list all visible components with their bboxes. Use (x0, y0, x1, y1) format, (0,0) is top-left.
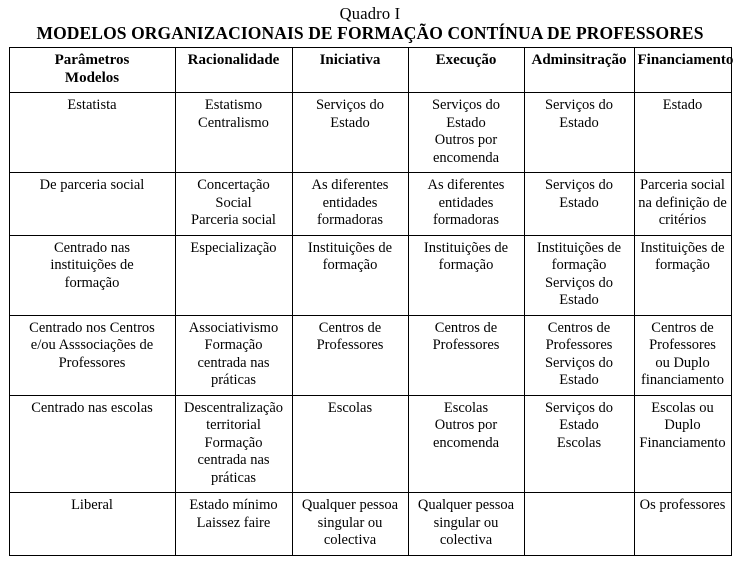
table-row (9, 493, 731, 556)
table-cell (524, 235, 634, 315)
cell-line: formação (551, 257, 607, 273)
table-cell (634, 315, 731, 395)
cell-line: Instituições de (536, 239, 622, 256)
cell-line: Estado (559, 114, 599, 131)
header-racionalidade: Racionalidade (175, 48, 292, 93)
cell-line: encomenda (432, 434, 500, 451)
table-cell (292, 315, 408, 395)
cell-line: Duplo (664, 417, 701, 433)
cell-line: Parceria social (640, 177, 725, 193)
cell-line: Escolas (556, 434, 602, 451)
cell-line: Qualquer pessoa (301, 497, 399, 513)
cell-line: Estatismo (204, 97, 263, 113)
cell-line: Centros de (318, 319, 382, 336)
cell-line: Professores (432, 337, 500, 353)
cell-line: Social (215, 194, 252, 211)
table-row (9, 235, 731, 315)
cell-line: Laissez faire (196, 514, 271, 531)
cell-line: singular ou (433, 514, 499, 531)
row-header-line: instituições de (50, 257, 134, 273)
table-cell (292, 93, 408, 173)
cell-line: As diferentes (311, 177, 389, 193)
cell-line: ou Duplo (655, 354, 710, 371)
table-row (9, 395, 731, 493)
cell-line: Outros por (434, 132, 498, 148)
table-cell (634, 235, 731, 315)
cell-line: Estado (662, 97, 703, 113)
cell-line: colectiva (323, 532, 377, 548)
cell-line: Centros de (547, 319, 611, 336)
cell-line: centrada nas (197, 452, 270, 468)
table-cell (524, 173, 634, 236)
cell-line: Serviços do (544, 97, 614, 113)
table-header-row (9, 48, 731, 93)
table-cell (292, 493, 408, 556)
header-corner (9, 48, 175, 93)
cell-line: Formação (204, 434, 263, 451)
cell-line: Centralismo (198, 114, 269, 131)
cell-line: Associativismo (188, 319, 279, 336)
header-modelos: Modelos (64, 69, 120, 86)
cell-line: Parceria social (191, 212, 276, 228)
row-header-line: formação (64, 274, 120, 291)
row-header-model (9, 235, 175, 315)
row-header-model (9, 173, 175, 236)
table-cell (634, 493, 731, 556)
cell-line: centrada nas (197, 354, 270, 371)
cell-line: Qualquer pessoa (417, 497, 515, 513)
table-cell (292, 395, 408, 493)
table-cell (634, 395, 731, 493)
header-administracao: Adminsitração (524, 48, 634, 93)
cell-line: formadoras (316, 212, 384, 228)
table-row (9, 93, 731, 173)
cell-line: Serviços do (431, 97, 501, 113)
cell-line: colectiva (439, 532, 493, 548)
cell-line: encomenda (432, 149, 500, 166)
cell-line: Financiamento (639, 434, 726, 451)
table-cell (292, 173, 408, 236)
cell-line: Estado (559, 194, 599, 211)
cell-line: singular ou (317, 514, 383, 531)
cell-line: Descentralização (183, 399, 283, 416)
row-header-model (9, 493, 175, 556)
table-cell (175, 173, 292, 236)
cell-line: Instituições de (640, 239, 725, 256)
table-body (9, 93, 731, 556)
table-header (9, 48, 734, 93)
table-cell (408, 395, 524, 493)
table-cell (408, 315, 524, 395)
row-header-model (9, 93, 175, 173)
cell-line: entidades (322, 194, 378, 211)
cell-line: Serviços do (544, 354, 614, 371)
cell-line: Serviços do (315, 97, 385, 113)
cell-line: práticas (210, 372, 257, 388)
table-cell (292, 235, 408, 315)
table-cell (175, 315, 292, 395)
cell-line: Instituições de (307, 239, 393, 256)
row-header-model (9, 395, 175, 493)
cell-line: Centros de (651, 319, 714, 336)
table-cell (408, 493, 524, 556)
table-cell (524, 395, 634, 493)
table-cell (175, 395, 292, 493)
cell-line: Concertação (197, 177, 270, 193)
cell-line: Especialização (190, 239, 277, 256)
row-header-line: Estatista (67, 97, 117, 113)
cell-line: Outros por (434, 417, 498, 433)
row-header-line: Liberal (71, 497, 113, 513)
cell-line: formadoras (432, 212, 500, 228)
cell-line: Professores (545, 337, 613, 353)
row-header-line: Centrado nos Centros (29, 319, 155, 336)
row-header-line: Professores (58, 354, 126, 371)
row-header-line: e/ou Asssociações de (30, 337, 154, 353)
table-cell (408, 173, 524, 236)
row-header-model (9, 315, 175, 395)
table-cell (634, 93, 731, 173)
cell-line: Serviços do (544, 274, 614, 291)
cell-line: formação (322, 257, 378, 273)
table-cell (408, 235, 524, 315)
cell-line: Estado mínimo (189, 497, 278, 513)
cell-line: Instituições de (423, 239, 509, 256)
cell-line: formação (655, 257, 710, 273)
cell-line: financiamento (641, 372, 724, 388)
cell-line: formação (438, 257, 494, 273)
cell-line: Estado (559, 372, 599, 388)
cell-line: Serviços do (544, 177, 614, 193)
cell-line: Formação (204, 337, 263, 353)
page-title: MODELOS ORGANIZACIONAIS DE FORMAÇÃO CONTÍNUA DE PROFESSORES (36, 23, 704, 43)
table-cell (634, 173, 731, 236)
cell-line: Escolas ou (651, 399, 714, 416)
cell-line: Estado (330, 114, 370, 131)
quadro-label: Quadro I (339, 4, 401, 23)
cell-line: Escolas (327, 399, 373, 416)
cell-line: Centros de (434, 319, 498, 336)
cell-line: entidades (438, 194, 494, 211)
header-parametros: Parâmetros (54, 52, 130, 68)
cell-line: territorial (206, 417, 261, 433)
cell-line: As diferentes (427, 177, 505, 193)
row-header-line: Centrado nas escolas (31, 399, 153, 416)
table-cell (175, 493, 292, 556)
cell-line: Os professores (639, 497, 726, 513)
header-execucao: Execução (408, 48, 524, 93)
cell-line: Estado (446, 114, 486, 131)
cell-line: na definição de (638, 194, 727, 211)
cell-line: Estado (559, 292, 599, 308)
cell-line: critérios (658, 212, 707, 228)
cell-line: Professores (316, 337, 384, 353)
cell-line: Serviços do (544, 399, 614, 416)
cell-line: Estado (559, 417, 599, 433)
table-cell (408, 93, 524, 173)
header-iniciativa: Iniciativa (292, 48, 408, 93)
row-header-line: De parceria social (39, 177, 145, 193)
models-table (9, 47, 732, 556)
table-cell (524, 315, 634, 395)
table-cell (524, 93, 634, 173)
row-header-line: Centrado nas (53, 239, 131, 256)
cell-line: Professores (649, 337, 716, 353)
cell-line: Escolas (443, 399, 489, 416)
table-row (9, 315, 731, 395)
table-cell (175, 93, 292, 173)
cell-line: práticas (210, 469, 257, 486)
header-financiamento: Financiamento (634, 48, 731, 93)
table-cell (175, 235, 292, 315)
table-cell (524, 493, 634, 556)
table-row (9, 173, 731, 236)
